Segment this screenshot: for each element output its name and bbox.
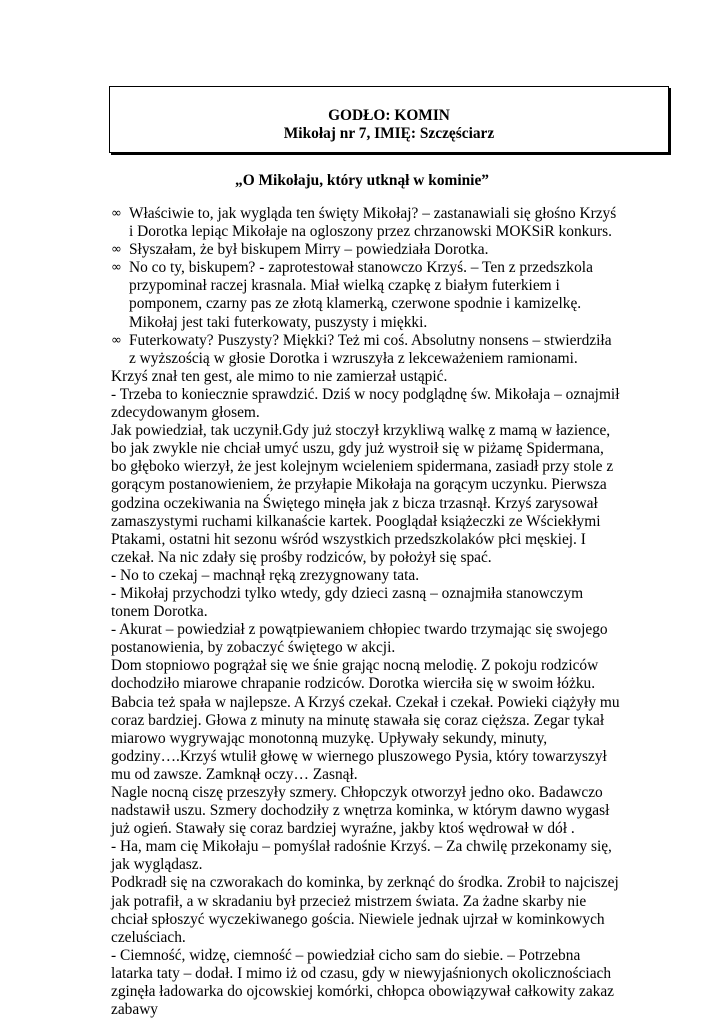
header-box bbox=[109, 86, 669, 153]
paragraph: Krzyś znał ten gest, ale mimo to nie zamierzał ustąpić. bbox=[111, 367, 448, 385]
bullet-text: Właściwie to, jak wygląda ten święty Mikołaj? – zastanawiali się głośno Krzyś i Dorotka lepiąc Mikołaje na ogloszony przez chrzanowski MOKSiR konkurs. bbox=[129, 205, 617, 241]
paragraph: - Ha, mam cię Mikołaju – pomyślał radośnie Krzyś. – Za chwilę przekonamy się, jak wyglądasz. bbox=[111, 838, 612, 874]
bullet-item bbox=[111, 205, 621, 241]
paragraph: - No to czekaj – machnął ręką zrezygnowany tata. bbox=[111, 566, 420, 584]
paragraph: Podkradł się na czworakach do kominka, by zerknąć do środka. Zrobił to najciszej jak potrafił, a w skradaniu był przecież mistrzem świata. Za żadne skarby nie chciał spłoszyć wyczekiwanego gościa. Niewiele jednak ujrzał w kominkowych czeluściach. bbox=[111, 874, 619, 946]
infinity-bullet-icon: ∞ bbox=[111, 260, 122, 276]
paragraph: - Akurat – powiedział z powątpiewaniem chłopiec twardo trzymając się swojego postanowienia, by zobaczyć świętego w akcji. bbox=[111, 621, 608, 657]
bullet-item bbox=[111, 332, 621, 368]
story-body bbox=[111, 205, 621, 1019]
bullet-text: Słyszałam, że był biskupem Mirry – powiedziała Dorotka. bbox=[129, 241, 489, 259]
infinity-bullet-icon: ∞ bbox=[111, 206, 122, 221]
paragraph: Nagle nocną ciszę przeszyły szmery. Chłopczyk otworzył jedno oko. Badawczo nadstawił uszu. Szmery dochodziły z wnętrza kominka, w którym dawno wygasł już ogień. Stawały się coraz bardziej wyraźne, jakby ktoś wędrował w dół . bbox=[111, 784, 610, 838]
bullet-item bbox=[111, 241, 621, 259]
bullet-text: No co ty, biskupem? - zaprotestował stanowczo Krzyś. – Ten z przedszkola przypominał raczej krasnala. Miał wielką czapkę z białym futerkiem i pomponem, czarny pas ze złotą klamerką, czerwone spodnie i kamizelkę. Mikołaj jest taki futerkowaty, puszysty i miękki. bbox=[129, 259, 593, 331]
infinity-bullet-icon: ∞ bbox=[111, 242, 122, 258]
story-title: „O Mikołaju, który utknął w kominie” bbox=[235, 172, 489, 189]
dialogue-bullet-list bbox=[111, 205, 621, 368]
paragraph: Jak powiedział, tak uczynił.Gdy już stoczył krzykliwą walkę z mamą w łazience, bo jak zwykle nie chciał umyć uszu, gdy już wystroił się w piżamę Spidermana, bo głęboko wierzył, że jest kolejnym wcieleniem spidermana, zasiadł przy stole z gorącym postanowieniem, że przyłapie Mikołaja na gorącym uczynku. Pierwsza godzina oczekiwania na Świętego minęła jak z bicza trzasnął. Krzyś zarysował zamaszystymi ruchami kilkanaście kartek. Pooglądał książeczki ze Wściekłymi Ptakami, ostatni hit sezonu wśród wszystkich przedszkolaków płci męskiej. I czekał. Na nic zdały się prośby rodziców, by położył się spać. bbox=[111, 422, 614, 566]
paragraph: - Trzeba to koniecznie sprawdzić. Dziś w nocy podglądnę św. Mikołaja – oznajmił zdecydowanym głosem. bbox=[111, 385, 620, 422]
bullet-text: Futerkowaty? Puszysty? Miękki? Też mi coś. Absolutny nonsens – stwierdziła z wyższością w głosie Dorotka i wzruszyła z lekceważeniem ramionami. bbox=[129, 331, 612, 367]
bullet-item bbox=[111, 259, 621, 331]
header-line-1: GODŁO: KOMIN bbox=[328, 107, 450, 124]
paragraph: Dom stopniowo pogrążał się we śnie grając nocną melodię. Z pokoju rodziców dochodziło miarowe chrapanie rodziców. Dorotka wierciła się w swoim łóżku. Babcia też spała w najlepsze. A Krzyś czekał. Czekał i czekał. Powieki ciążyły mu coraz bardziej. Głowa z minuty na minutę stawała się coraz cięższa. Zegar tykał miarowo wygrywając monotonną muzykę. Upływały sekundy, minuty, godziny….Krzyś wtulił głowę w wiernego pluszowego Pysia, który towarzyszył mu od zawsze. Zamknął oczy… Zasnął. bbox=[111, 657, 620, 783]
paragraph: - Ciemność, widzę, ciemność – powiedział cicho sam do siebie. – Potrzebna latarka taty – dodał. I mimo iż od czasu, gdy w niewyjaśnionych okolicznościach zginęła ładowarka do ojcowskiej komórki, chłopca obowiązywał całkowity zakaz zabawy bbox=[111, 946, 615, 1019]
infinity-bullet-icon: ∞ bbox=[111, 332, 122, 348]
paragraph: - Mikołaj przychodzi tylko wtedy, gdy dzieci zasną – oznajmiła stanowczym tonem Dorotka. bbox=[111, 584, 584, 621]
header-line-2: Mikołaj nr 7, IMIĘ: Szczęściarz bbox=[283, 125, 495, 142]
